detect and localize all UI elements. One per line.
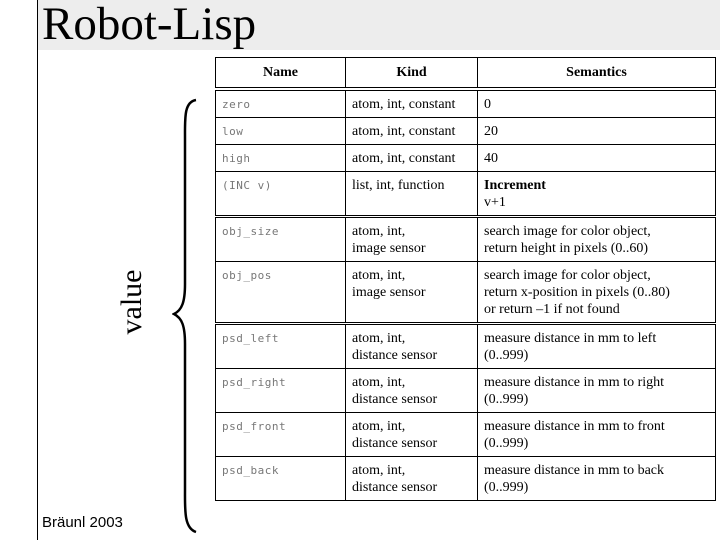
cell-name: (INC v) <box>216 172 346 217</box>
cell-kind: list, int, function <box>346 172 478 217</box>
table-row <box>216 413 716 457</box>
table-row <box>216 457 716 501</box>
table-row <box>216 172 716 217</box>
cell-kind: atom, int, distance sensor <box>346 413 478 457</box>
cell-name: psd_right <box>216 369 346 413</box>
cell-semantics: 20 <box>478 118 716 145</box>
cell-kind: atom, int, image sensor <box>346 262 478 324</box>
cell-name: psd_front <box>216 413 346 457</box>
semantics-table <box>215 57 716 501</box>
cell-name: obj_size <box>216 217 346 262</box>
cell-name: obj_pos <box>216 262 346 324</box>
cell-kind: atom, int, distance sensor <box>346 369 478 413</box>
value-label: value <box>115 269 148 335</box>
table-row <box>216 369 716 413</box>
cell-kind: atom, int, distance sensor <box>346 324 478 369</box>
table-header-row <box>216 58 716 90</box>
cell-kind: atom, int, constant <box>346 118 478 145</box>
cell-kind: atom, int, image sensor <box>346 217 478 262</box>
cell-name: low <box>216 118 346 145</box>
slide-title: Robot-Lisp <box>42 0 257 50</box>
semantics-title: Increment <box>484 178 546 193</box>
cell-semantics: measure distance in mm to front (0..999) <box>478 413 716 457</box>
cell-name: psd_back <box>216 457 346 501</box>
cell-name: zero <box>216 89 346 118</box>
table-row <box>216 262 716 324</box>
cell-kind: atom, int, constant <box>346 89 478 118</box>
footer-credit: Bräunl 2003 <box>42 514 123 531</box>
table-row <box>216 324 716 369</box>
cell-name: high <box>216 145 346 172</box>
cell-semantics: measure distance in mm to left (0..999) <box>478 324 716 369</box>
table-row <box>216 89 716 118</box>
table-row <box>216 118 716 145</box>
cell-semantics <box>478 172 716 217</box>
curly-brace <box>172 98 202 534</box>
semantics-text: v+1 <box>484 195 506 210</box>
cell-semantics: search image for color object, return height in pixels (0..60) <box>478 217 716 262</box>
cell-semantics: 0 <box>478 89 716 118</box>
table-row <box>216 145 716 172</box>
header-semantics: Semantics <box>478 58 716 90</box>
left-rule <box>37 0 38 540</box>
header-kind: Kind <box>346 58 478 90</box>
cell-name: psd_left <box>216 324 346 369</box>
cell-semantics: measure distance in mm to back (0..999) <box>478 457 716 501</box>
table-row <box>216 217 716 262</box>
cell-kind: atom, int, distance sensor <box>346 457 478 501</box>
cell-semantics: measure distance in mm to right (0..999) <box>478 369 716 413</box>
cell-kind: atom, int, constant <box>346 145 478 172</box>
cell-semantics: 40 <box>478 145 716 172</box>
cell-semantics: search image for color object, return x-position in pixels (0..80) or return –1 if not found <box>478 262 716 324</box>
header-name: Name <box>216 58 346 90</box>
